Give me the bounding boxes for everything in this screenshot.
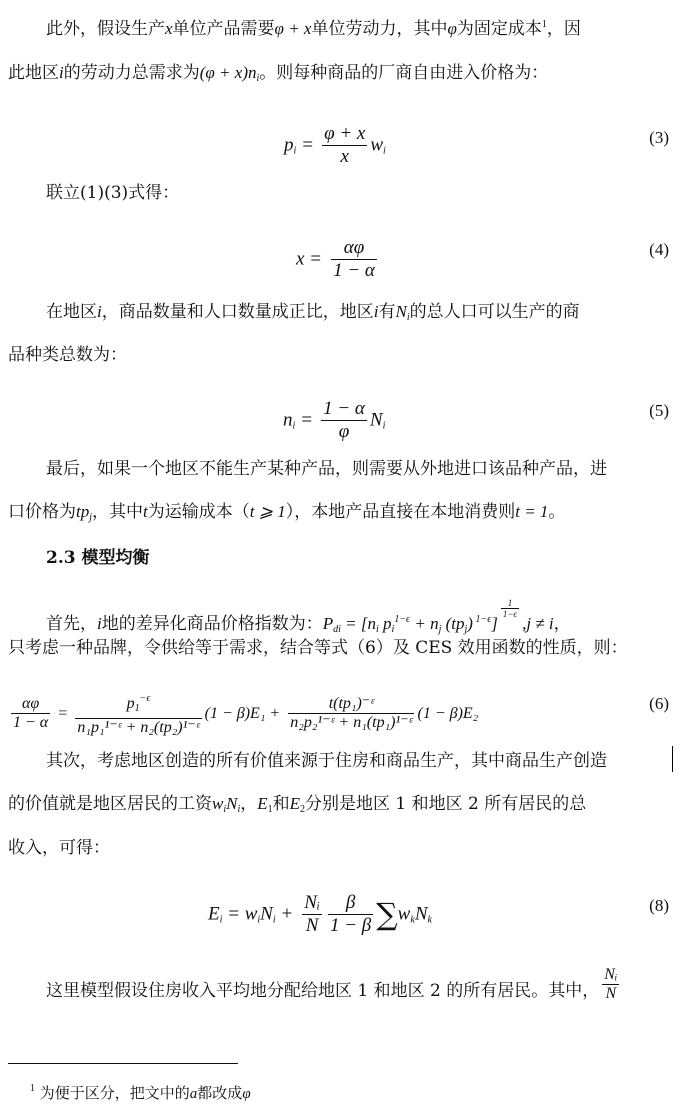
para3-line1 (46, 300, 580, 330)
math-P: P (322, 614, 334, 633)
math-expr: (1 − β)E₂ (417, 705, 479, 722)
math-i: i (97, 302, 102, 321)
math-sub: k (410, 914, 415, 926)
fraction-numerator (75, 690, 201, 719)
math-tp: tp (76, 502, 90, 521)
fraction-denominator: N (305, 915, 319, 936)
fraction-denominator: n₂p₂¹⁻ᵋ + n₁(tp₁)¹⁻ᵋ (290, 714, 413, 731)
math-sub: i (223, 804, 227, 815)
math-expr: + (275, 903, 294, 925)
para4-line2 (8, 500, 565, 530)
math-sup: 1−ϵ (472, 614, 492, 625)
math-expr: + n (410, 614, 439, 633)
text: 的劳动力总需求为 (63, 63, 200, 83)
fraction-denominator: 1 − β (329, 915, 372, 936)
fraction-denominator: 1 − α (13, 714, 49, 731)
fraction-denominator: 1−ϵ (502, 609, 518, 619)
math-i: i (59, 63, 64, 82)
footnote-rule (8, 1063, 238, 1064)
math-E: E (289, 794, 301, 813)
equation-number-4: (4) (649, 240, 669, 259)
math-sub: j (438, 624, 442, 635)
math-sub: i (391, 624, 395, 635)
math-sub: i (272, 914, 276, 926)
text: 此外，假设生产 (46, 19, 165, 39)
fraction-numerator: φ + x (324, 123, 366, 144)
fraction-numerator: 1 − α (323, 398, 365, 419)
fraction (11, 695, 50, 732)
para3-line2: 品种类总数为： (8, 345, 127, 365)
equals-sign: = (58, 705, 68, 722)
equation-8 (208, 892, 432, 937)
math-expr: (tp (441, 614, 465, 633)
math-sub: i (237, 804, 241, 815)
eq-sub: i (383, 145, 386, 157)
math-expr: = w (222, 903, 258, 925)
math-N: N (395, 302, 407, 321)
math-phi-plus-x: φ + x (274, 19, 312, 38)
text: 有 (378, 302, 396, 322)
fraction-denominator: N (605, 985, 617, 1002)
fraction (302, 892, 322, 937)
fraction (75, 690, 201, 737)
math-a: a (189, 1086, 198, 1102)
eq-sub: i (293, 145, 297, 157)
math-sub: j (464, 624, 468, 635)
eq-lhs: x = (296, 248, 323, 270)
para6-line3: 收入，可得： (8, 838, 110, 858)
text: ，商品数量和人口数量成正比，地区 (101, 302, 374, 322)
math-t: t (143, 502, 148, 521)
math-p: p (126, 695, 135, 712)
para7-line1 (46, 966, 622, 1003)
eq-sub: i (382, 420, 386, 432)
math-expr: ] (491, 614, 498, 633)
equation-number-5: (5) (649, 401, 669, 420)
math-E: E (257, 794, 268, 813)
text: 为固定成本 (456, 19, 542, 39)
fraction (288, 695, 414, 732)
math-t-equals-1: t = 1 (515, 502, 549, 521)
text: 此地区 (8, 63, 59, 83)
text: 。 (548, 502, 566, 522)
para1-line2 (8, 61, 548, 91)
math-condition: ,j ≠ i (522, 614, 554, 633)
text: 和 (272, 794, 290, 814)
text: 分别是地区 1 和地区 2 所有居民的总 (305, 794, 587, 814)
section-heading (46, 546, 150, 570)
math-condition: t ⩾ 1 (249, 502, 286, 521)
math-x: x (165, 19, 173, 38)
fraction-numerator: αφ (11, 695, 50, 714)
equation-4 (296, 237, 380, 282)
fraction (322, 123, 367, 168)
footnote-mark: 1 (30, 1083, 35, 1094)
para1-line1 (46, 13, 581, 41)
eq-lhs: n (283, 409, 293, 431)
fraction-denominator: n₁p₁¹⁻ᵋ + n₂(tp₂)¹⁻ᵋ (77, 719, 200, 736)
math-expr: ) (467, 614, 473, 633)
fraction (328, 892, 373, 937)
math-w: w (212, 794, 224, 813)
text: 的价值就是地区居民的工资 (8, 794, 212, 814)
fraction-denominator: φ (338, 421, 350, 442)
text: 在地区 (46, 302, 97, 322)
equation-3 (284, 123, 386, 168)
math-sub: 2 (300, 804, 306, 815)
math-sub: i (256, 73, 260, 84)
fraction-numerator: Nᵢ (304, 892, 320, 913)
math-sub: i (257, 914, 261, 926)
equation-5 (283, 398, 385, 443)
math-sub: di (333, 624, 341, 635)
math-N: N (414, 903, 428, 925)
text: 单位产品需要 (172, 19, 275, 39)
fraction-numerator: 1 (501, 598, 519, 609)
fraction (602, 966, 619, 1003)
para6-line2 (8, 792, 586, 822)
math-sub: 1 (134, 703, 140, 714)
text: 单位劳动力，其中 (311, 19, 448, 39)
para4-line1: 最后，如果一个地区不能生产某种产品，则需要从外地进口该品种产品，进 (46, 459, 607, 479)
math-sup: −ϵ (139, 693, 151, 704)
text: 都改成 (197, 1084, 243, 1102)
math-N: N (260, 903, 273, 925)
text: 地的差异化商品价格指数为： (101, 614, 323, 634)
summation-sign: ∑ (376, 897, 398, 933)
math-expr: (1 − β)E₁ + (204, 705, 281, 722)
text: 口价格为 (8, 502, 76, 522)
text: 。则每种商品的厂商自由进入价格为： (259, 63, 549, 83)
eq-lhs: E (208, 903, 220, 925)
math-phi: φ (447, 19, 457, 38)
fraction-numerator: t(tp₁)⁻ᵋ (288, 695, 414, 714)
section-title: 模型均衡 (81, 548, 150, 568)
math-expr: = [n (340, 614, 376, 633)
math-sup: 1−ϵ (394, 614, 411, 625)
math-sub: 1 (267, 804, 273, 815)
footnote-ref[interactable]: 1 (541, 19, 547, 30)
eq-rhs: w (370, 134, 384, 156)
text: 首先， (46, 614, 97, 634)
text: 这里模型假设住房收入平均地分配给地区 1 和地区 2 的所有居民。其中， (46, 981, 600, 1001)
eq-rhs: N (369, 409, 383, 431)
equation-number-8: (8) (649, 896, 669, 915)
text: ， (553, 614, 571, 634)
text: 为便于区分，把文中的 (39, 1084, 190, 1102)
text: ，因 (546, 19, 581, 39)
math-sub: k (427, 914, 432, 926)
eq-lhs: p (284, 134, 294, 156)
math-expr: (φ + x)n (199, 63, 257, 82)
math-w: w (397, 903, 411, 925)
text: ， (240, 794, 258, 814)
math-N: N (226, 794, 238, 813)
math-phi: φ (242, 1086, 251, 1102)
equation-6 (8, 690, 478, 737)
eq-sub: i (292, 420, 296, 432)
equals-sign: = (302, 134, 314, 156)
text: 为运输成本（ (147, 502, 250, 522)
math-sub: i (406, 312, 410, 323)
fraction (331, 237, 377, 282)
fraction-numerator: Nᵢ (604, 966, 618, 983)
fraction-denominator: x (340, 146, 349, 167)
section-number: 2.3 (46, 548, 76, 568)
text: ，其中 (92, 502, 144, 522)
text-cursor (672, 746, 673, 772)
equation-number-6: (6) (649, 694, 669, 713)
fraction-numerator: αφ (331, 237, 377, 260)
math-i: i (373, 302, 379, 321)
fraction-denominator: 1 − α (333, 260, 375, 281)
math-expr: p (378, 614, 392, 633)
para5-line2: 只考虑一种品牌，令供给等于需求，结合等式（6）及 CES 效用函数的性质，则： (8, 638, 628, 658)
fraction-numerator: β (328, 892, 373, 915)
math-i: i (97, 614, 102, 633)
math-sub: j (89, 512, 93, 523)
math-sub: i (376, 624, 379, 635)
fraction (321, 398, 367, 443)
para6-line1: 其次，考虑地区创造的所有价值来源于住房和商品生产，其中商品生产创造 (46, 751, 607, 771)
equals-sign: = (301, 409, 313, 431)
para2-line1: 联立(1)(3)式得： (46, 183, 180, 203)
exponent-fraction (501, 598, 519, 619)
eq-sub: i (219, 914, 223, 926)
equation-number-3: (3) (649, 128, 669, 147)
text: ），本地产品直接在本地消费则 (285, 502, 516, 522)
footnote (30, 1079, 251, 1104)
text: 的总人口可以生产的商 (409, 302, 580, 322)
